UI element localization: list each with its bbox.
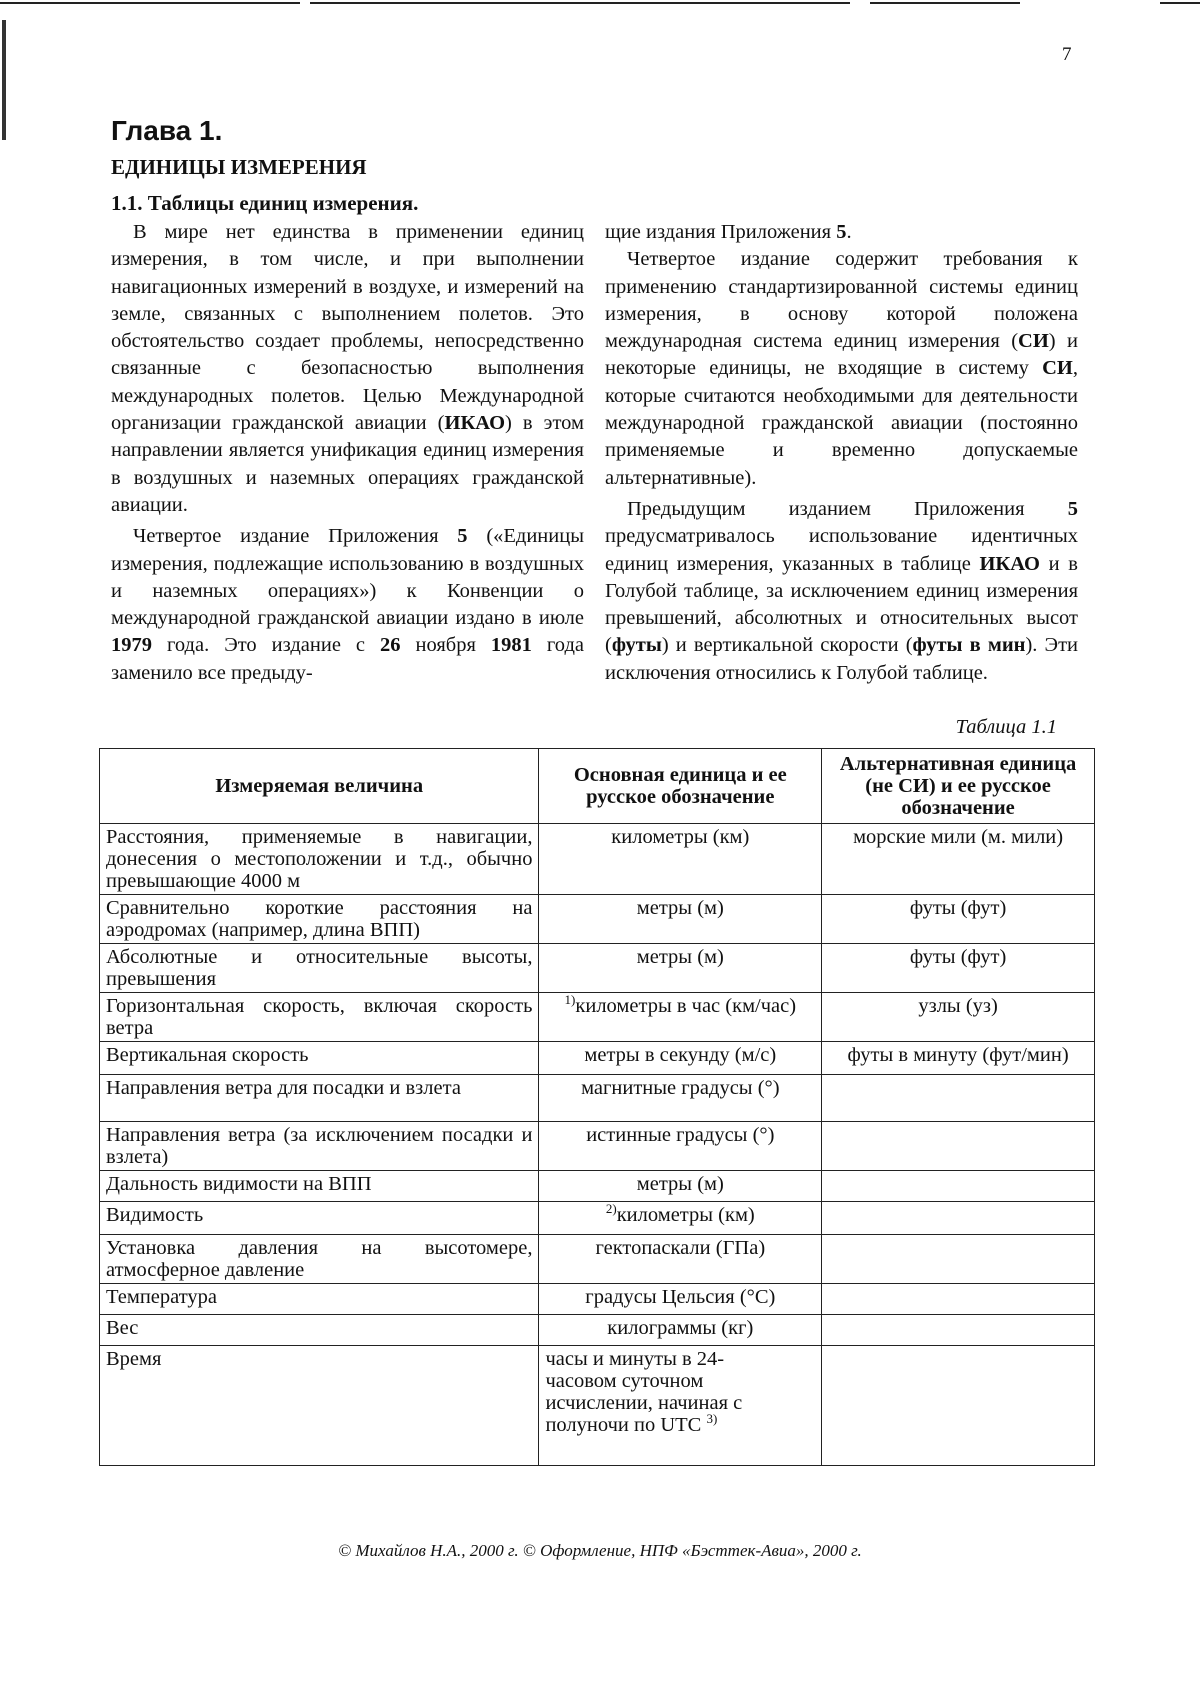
primary-unit-text: килограммы (кг) <box>607 1317 754 1339</box>
text-column-right <box>605 219 1078 687</box>
primary-unit-text: часы и минуты в 24-часовом суточном исчислении, начиная с полуночи по UTC <box>545 1348 743 1436</box>
units-table <box>99 748 1095 1466</box>
primary-unit-text: метры (м) <box>636 1173 724 1195</box>
cell-primary-unit <box>539 1202 822 1235</box>
paragraph-annex-edition: Четвертое издание Приложения 5 («Единицы измерения, подлежащие использованию в воздушных и наземных операциях») к Конвенции о международной гражданской авиации издано в июле 1979 года. Это издание с 26 ноября 1981 года заменило все предыду- <box>111 525 584 684</box>
cell-alternative-unit: морские мили (м. мили) <box>822 824 1095 895</box>
cell-primary-unit <box>539 1171 822 1202</box>
table-row <box>100 1075 1095 1122</box>
page-top-rule <box>0 0 1200 6</box>
cell-primary-unit <box>539 895 822 944</box>
table-row <box>100 824 1095 895</box>
cell-primary-unit <box>539 1315 822 1346</box>
primary-unit-text: метры (м) <box>636 946 724 968</box>
cell-quantity: Дальность видимости на ВПП <box>100 1171 539 1202</box>
scan-edge-mark <box>2 20 6 140</box>
header-primary-unit: Основная единица и ее русское обозначение <box>539 749 822 824</box>
cell-primary-unit <box>539 824 822 895</box>
cell-alternative-unit <box>822 1315 1095 1346</box>
primary-unit-text: метры (м) <box>636 897 724 919</box>
table-row <box>100 1346 1095 1466</box>
cell-alternative-unit <box>822 1075 1095 1122</box>
cell-quantity: Горизонтальная скорость, включая скорость ветра <box>100 993 539 1042</box>
primary-unit-text: метры в секунду (м/с) <box>584 1044 777 1066</box>
paragraph-si-requirements: Четвертое издание содержит требования к применению стандартизированной системы единиц измерения, в основу которой положена международная система единиц измерения (СИ) и некоторые единицы, не входящие в систему СИ, которые считаются необходимыми для деятельности международной гражданской авиации (постоянно применяемые и временно допускаемые альтернативные). <box>605 248 1078 489</box>
primary-unit-text: магнитные градусы (°) <box>581 1077 780 1099</box>
paragraph-previous-edition: Предыдущим изданием Приложения 5 предусматривалось использование идентичных единиц измерения, указанных в таблице ИКАО и в Голубой таблице, за исключением единиц измерения превышений, абсолютных и относительных высот (футы) и вертикальной скорости (футы в мин). Эти исключения относились к Голубой таблице. <box>605 497 1079 684</box>
cell-alternative-unit <box>822 1122 1095 1171</box>
table-row <box>100 895 1095 944</box>
cell-quantity: Установка давления на высотомере, атмосферное давление <box>100 1235 539 1284</box>
paragraph-intro: В мире нет единства в применении единиц измерения, в том числе, и при выполнении навигационных измерений в воздухе, и измерений на земле, связанных с выполнением полетов. Это обстоятельство создает проблемы, непосредственно связанные с безопасностью выполнения международных полетов. Целью Международной организации гражданской авиации (ИКАО) в этом направлении является унификация единиц измерения в воздушных и наземных операциях гражданской авиации. <box>111 221 584 516</box>
section-title: 1.1. Таблицы единиц измерения. <box>111 191 419 215</box>
cell-primary-unit <box>539 1042 822 1075</box>
table-row <box>100 993 1095 1042</box>
table-caption: Таблица 1.1 <box>955 716 1057 738</box>
cell-alternative-unit: футы (фут) <box>822 895 1095 944</box>
table-row <box>100 1284 1095 1315</box>
cell-quantity: Видимость <box>100 1202 539 1235</box>
cell-alternative-unit <box>822 1171 1095 1202</box>
primary-unit-text: гектопаскали (ГПа) <box>595 1237 766 1259</box>
table-row <box>100 1202 1095 1235</box>
cell-primary-unit <box>539 1284 822 1315</box>
primary-unit-text: градусы Цельсия (°С) <box>585 1286 776 1308</box>
table-row <box>100 1042 1095 1075</box>
cell-primary-unit <box>539 944 822 993</box>
cell-quantity: Вертикальная скорость <box>100 1042 539 1075</box>
cell-quantity: Температура <box>100 1284 539 1315</box>
page-number: 7 <box>1062 44 1072 65</box>
cell-alternative-unit <box>822 1202 1095 1235</box>
table-row <box>100 1315 1095 1346</box>
cell-primary-unit <box>539 1122 822 1171</box>
table-body <box>100 824 1095 1466</box>
table-row <box>100 1171 1095 1202</box>
cell-primary-unit <box>539 1346 822 1466</box>
chapter-title: ЕДИНИЦЫ ИЗМЕРЕНИЯ <box>111 155 367 179</box>
paragraph-continuation: щие издания Приложения 5. <box>605 221 852 243</box>
cell-alternative-unit <box>822 1346 1095 1466</box>
cell-alternative-unit: футы (фут) <box>822 944 1095 993</box>
cell-quantity: Направления ветра (за исключением посадки и взлета) <box>100 1122 539 1171</box>
primary-unit-text: километры в час (км/час) <box>575 995 797 1017</box>
cell-quantity: Время <box>100 1346 539 1466</box>
chapter-label: Глава 1. <box>111 115 223 146</box>
table-row <box>100 1122 1095 1171</box>
cell-quantity: Сравнительно короткие расстояния на аэродромах (например, длина ВПП) <box>100 895 539 944</box>
cell-quantity: Вес <box>100 1315 539 1346</box>
text-column-left <box>111 219 584 687</box>
cell-alternative-unit <box>822 1235 1095 1284</box>
copyright-footer: © Михайлов Н.А., 2000 г. © Оформление, НПФ «Бэсттек-Авиа», 2000 г. <box>338 1541 862 1560</box>
table-row <box>100 1235 1095 1284</box>
header-alternative-unit: Альтернативная единица (не СИ) и ее русское обозначение <box>822 749 1095 824</box>
cell-alternative-unit <box>822 1284 1095 1315</box>
table-row <box>100 944 1095 993</box>
cell-primary-unit <box>539 1075 822 1122</box>
primary-unit-text: километры (км) <box>611 826 750 848</box>
primary-unit-text: истинные градусы (°) <box>586 1124 775 1146</box>
table-header-row <box>100 749 1095 824</box>
cell-primary-unit <box>539 993 822 1042</box>
cell-quantity: Расстояния, применяемые в навигации, донесения о местоположении и т.д., обычно превышающие 4000 м <box>100 824 539 895</box>
footnote-marker: 2) <box>605 1201 617 1217</box>
cell-quantity: Направления ветра для посадки и взлета <box>100 1075 539 1122</box>
cell-primary-unit <box>539 1235 822 1284</box>
header-quantity: Измеряемая величина <box>100 749 539 824</box>
footnote-marker: 3) <box>706 1411 718 1427</box>
cell-quantity: Абсолютные и относительные высоты, превышения <box>100 944 539 993</box>
cell-alternative-unit: футы в минуту (фут/мин) <box>822 1042 1095 1075</box>
primary-unit-text: километры (км) <box>616 1204 755 1226</box>
cell-alternative-unit: узлы (уз) <box>822 993 1095 1042</box>
footnote-marker: 1) <box>564 992 576 1008</box>
